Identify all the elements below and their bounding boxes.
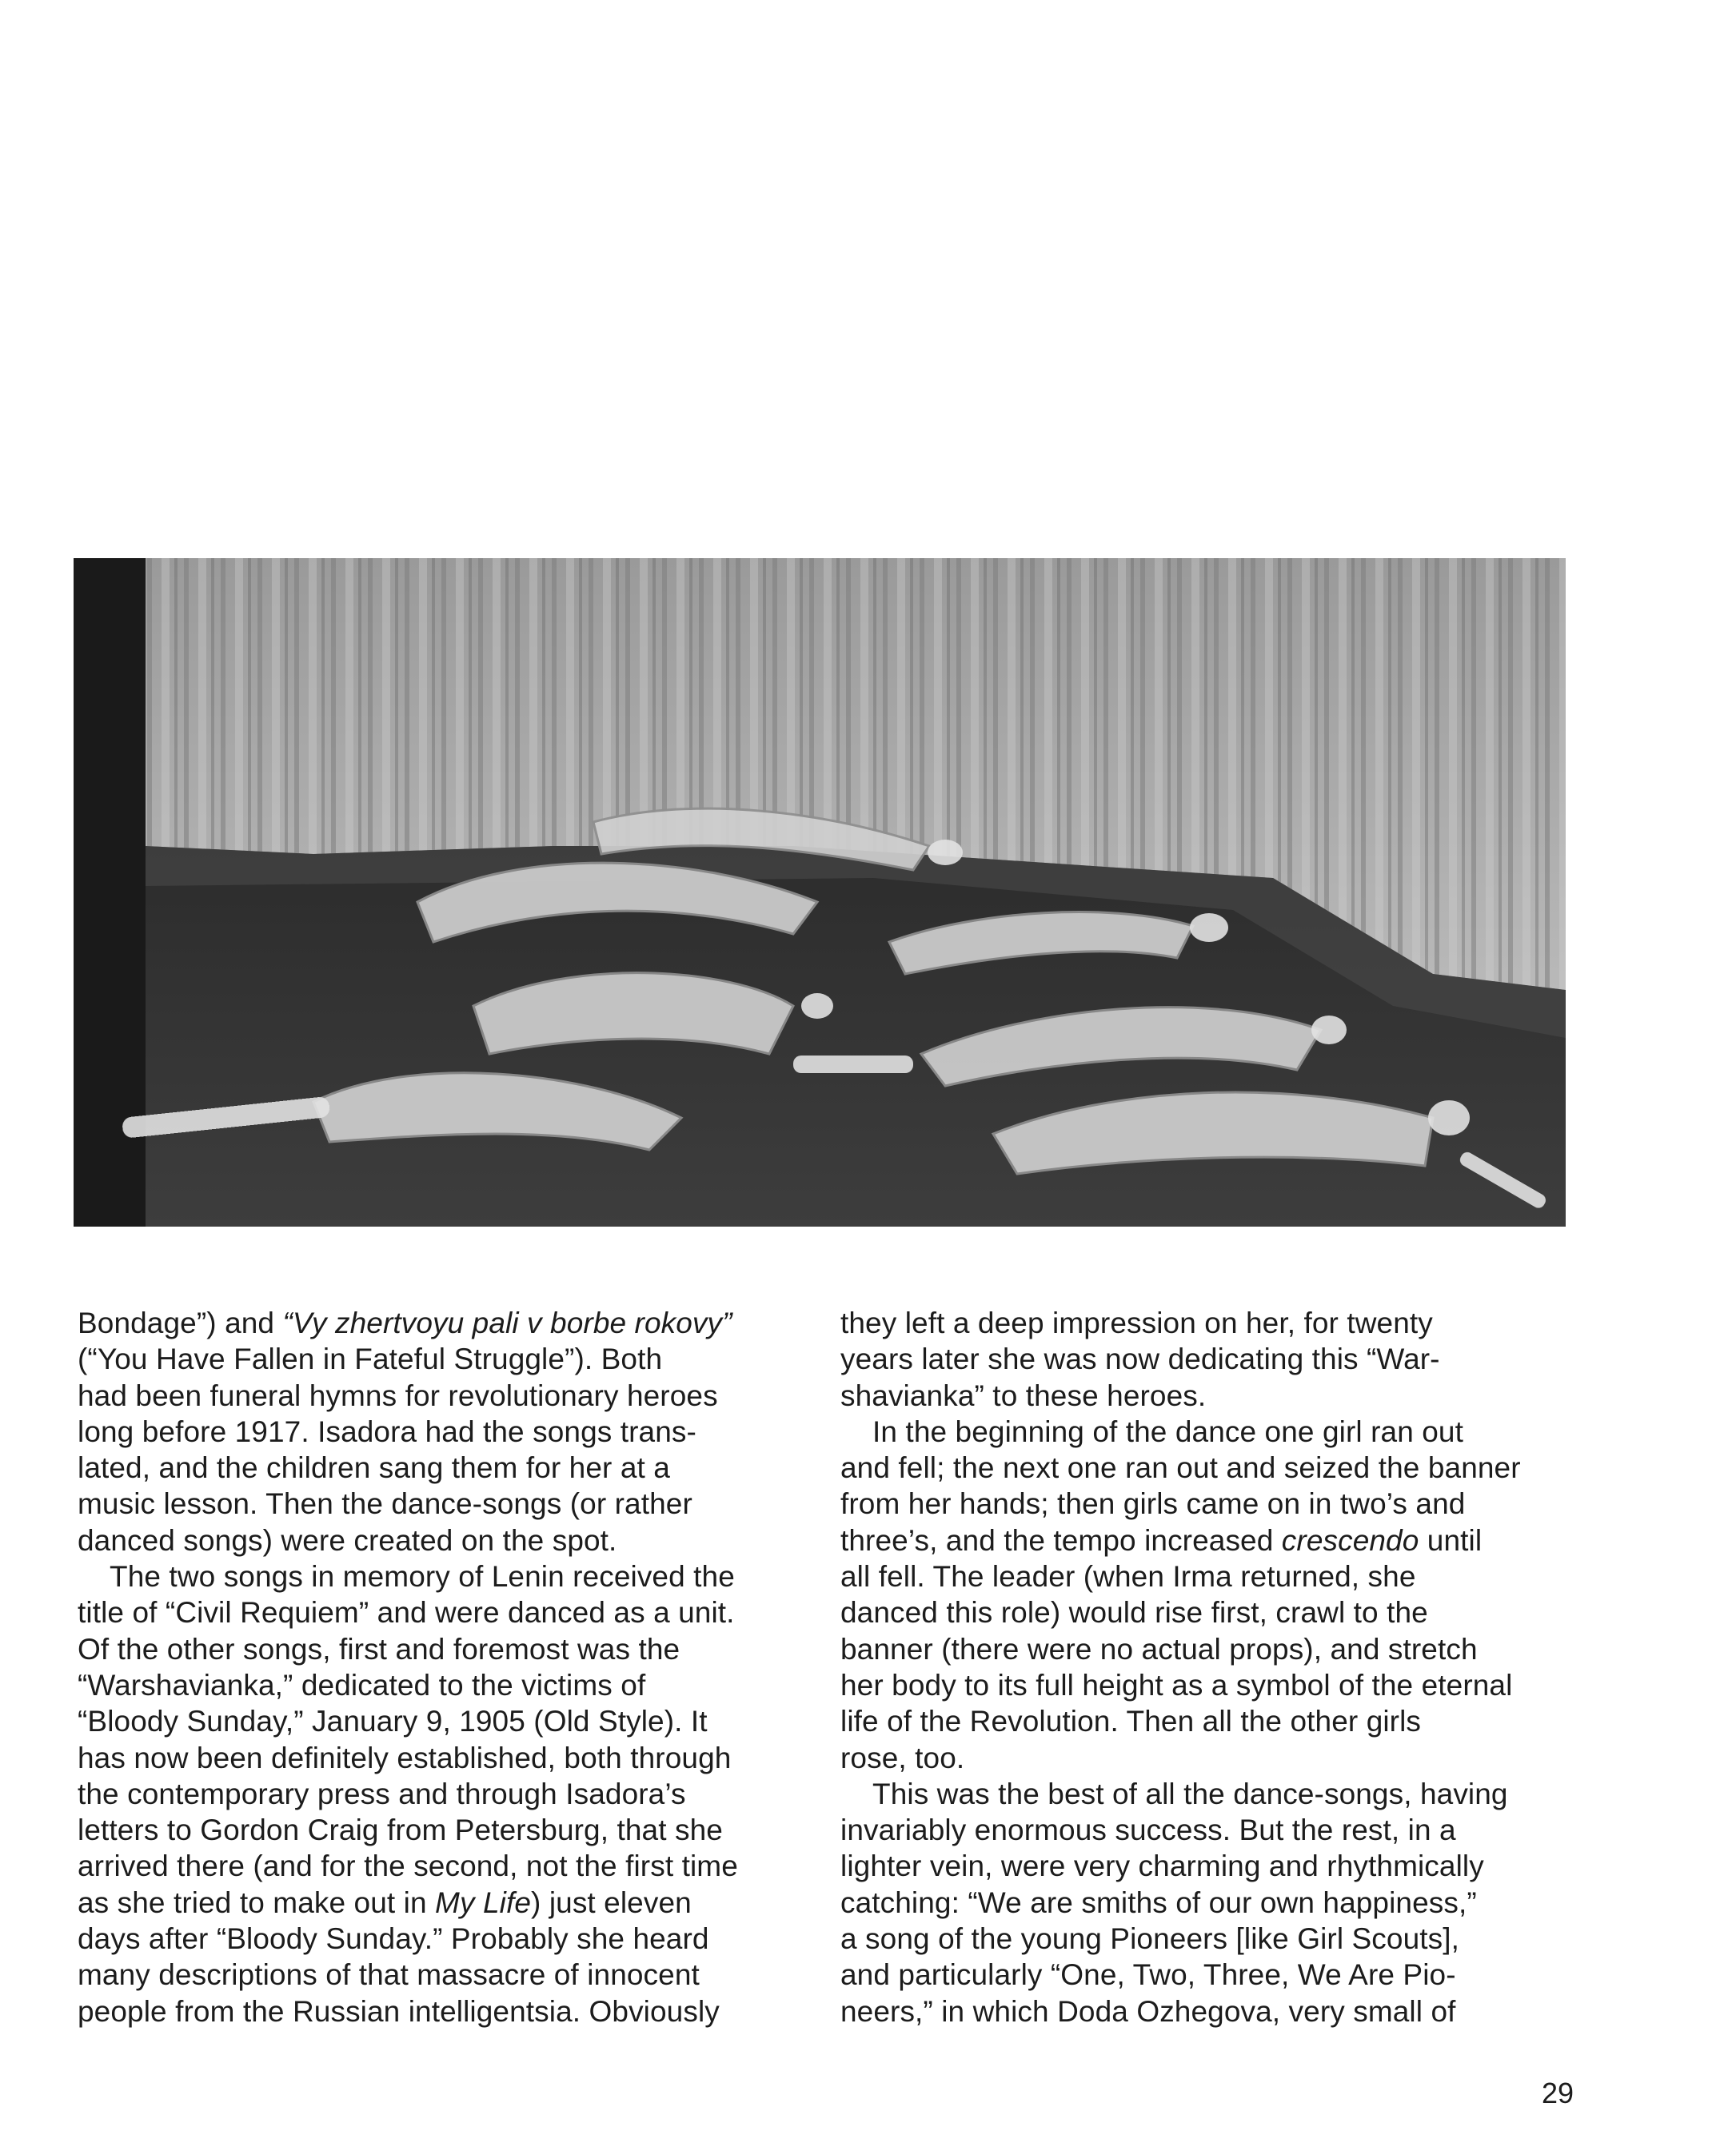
text-line xyxy=(840,1812,1576,1848)
text-segment: all fell. The leader (when Irma returned, she xyxy=(840,1560,1416,1594)
text-segment: three’s, and the tempo increased xyxy=(840,1523,1282,1557)
text-segment: her body to its full height as a symbol of the eternal xyxy=(840,1668,1513,1702)
left-text-column xyxy=(78,1305,813,2029)
text-segment: ) just eleven xyxy=(531,1886,692,1919)
text-line xyxy=(840,1378,1576,1414)
text-line xyxy=(78,1450,813,1486)
text-line xyxy=(840,1848,1576,1884)
text-segment: and fell; the next one ran out and seized the banner xyxy=(840,1451,1521,1485)
text-segment: banner (there were no actual props), and stretch xyxy=(840,1632,1478,1666)
text-line xyxy=(78,1993,813,2029)
text-segment: as she tried to make out in xyxy=(78,1886,436,1919)
text-segment: the contemporary press and through Isadora’s xyxy=(78,1777,686,1810)
text-line xyxy=(840,1341,1576,1377)
text-line xyxy=(78,1486,813,1522)
text-segment: “Warshavianka,” dedicated to the victims of xyxy=(78,1668,646,1702)
text-line xyxy=(78,1812,813,1848)
text-line xyxy=(840,1522,1576,1558)
text-segment: arrived there (and for the second, not the first time xyxy=(78,1850,738,1883)
text-segment: invariably enormous success. But the rest, in a xyxy=(840,1814,1456,1847)
text-segment: long before 1917. Isadora had the songs trans- xyxy=(78,1415,696,1448)
text-segment: until xyxy=(1419,1523,1483,1557)
text-segment: people from the Russian intelligentsia. Obviously xyxy=(78,1994,720,2028)
text-line xyxy=(78,1341,813,1377)
text-line xyxy=(78,1667,813,1703)
text-line xyxy=(840,1957,1576,1993)
text-segment: and particularly “One, Two, Three, We Are Pio- xyxy=(840,1958,1456,1992)
italic-segment: “Vy zhertvoyu pali v borbe rokovy” xyxy=(282,1307,732,1339)
text-segment: Of the other songs, first and foremost was the xyxy=(78,1632,680,1666)
text-segment: The two songs in memory of Lenin received the xyxy=(110,1560,735,1594)
text-line xyxy=(78,1558,813,1594)
text-line xyxy=(840,1740,1576,1776)
text-segment: neers,” in which Doda Ozhegova, very small of xyxy=(840,1994,1456,2028)
text-segment: lated, and the children sang them for her at a xyxy=(78,1451,670,1485)
text-line xyxy=(78,1414,813,1450)
text-line xyxy=(78,1776,813,1812)
text-line xyxy=(78,1885,813,1921)
text-segment: days after “Bloody Sunday.” Probably she heard xyxy=(78,1922,709,1956)
text-line xyxy=(840,1776,1576,1812)
text-line xyxy=(78,1740,813,1776)
italic-segment: My Life xyxy=(435,1886,532,1919)
text-line xyxy=(78,1594,813,1630)
text-segment: danced songs) were created on the spot. xyxy=(78,1523,617,1557)
text-segment: music lesson. Then the dance-songs (or rather xyxy=(78,1487,692,1521)
text-segment: lighter vein, were very charming and rhythmically xyxy=(840,1850,1484,1883)
text-line xyxy=(78,1631,813,1667)
text-segment: rose, too. xyxy=(840,1741,965,1774)
text-segment: they left a deep impression on her, for twenty xyxy=(840,1307,1433,1339)
text-line xyxy=(840,1993,1576,2029)
text-segment: Bondage”) and xyxy=(78,1307,283,1339)
text-segment: (“You Have Fallen in Fateful Struggle”). Both xyxy=(78,1343,663,1376)
text-line xyxy=(840,1305,1576,1341)
text-line xyxy=(840,1921,1576,1957)
text-segment: a song of the young Pioneers [like Girl Scouts], xyxy=(840,1922,1459,1956)
text-segment: shavianka” to these heroes. xyxy=(840,1379,1207,1412)
text-segment: letters to Gordon Craig from Petersburg, that she xyxy=(78,1814,723,1847)
text-line xyxy=(78,1848,813,1884)
text-line xyxy=(78,1703,813,1739)
text-line xyxy=(840,1885,1576,1921)
text-line xyxy=(840,1450,1576,1486)
text-segment: had been funeral hymns for revolutionary heroes xyxy=(78,1379,718,1412)
text-segment: “Bloody Sunday,” January 9, 1905 (Old Style). It xyxy=(78,1705,708,1738)
text-segment: catching: “We are smiths of our own happiness,” xyxy=(840,1886,1477,1919)
text-line xyxy=(840,1558,1576,1594)
text-segment: has now been definitely established, both through xyxy=(78,1741,732,1774)
text-segment: title of “Civil Requiem” and were danced as a unit. xyxy=(78,1596,735,1630)
text-line xyxy=(840,1594,1576,1630)
text-line xyxy=(78,1522,813,1558)
text-line xyxy=(840,1631,1576,1667)
text-line xyxy=(78,1957,813,1993)
text-segment: danced this role) would rise first, crawl to the xyxy=(840,1596,1428,1630)
photograph-image xyxy=(74,558,1566,1227)
text-line xyxy=(840,1486,1576,1522)
page-number: 29 xyxy=(1542,2077,1574,2109)
text-line xyxy=(840,1703,1576,1739)
text-segment: In the beginning of the dance one girl ran out xyxy=(872,1415,1463,1448)
text-segment: many descriptions of that massacre of innocent xyxy=(78,1958,700,1992)
text-segment: life of the Revolution. Then all the other girls xyxy=(840,1705,1422,1738)
text-line xyxy=(840,1667,1576,1703)
dance-photograph xyxy=(74,558,1566,1227)
text-line xyxy=(78,1305,813,1341)
italic-segment: crescendo xyxy=(1281,1523,1419,1557)
text-segment: This was the best of all the dance-songs, having xyxy=(872,1777,1508,1810)
text-segment: from her hands; then girls came on in two’s and xyxy=(840,1487,1466,1521)
text-line xyxy=(78,1921,813,1957)
text-line xyxy=(78,1378,813,1414)
right-text-column xyxy=(840,1305,1576,2029)
text-segment: years later she was now dedicating this “War- xyxy=(840,1343,1440,1376)
text-line xyxy=(840,1414,1576,1450)
